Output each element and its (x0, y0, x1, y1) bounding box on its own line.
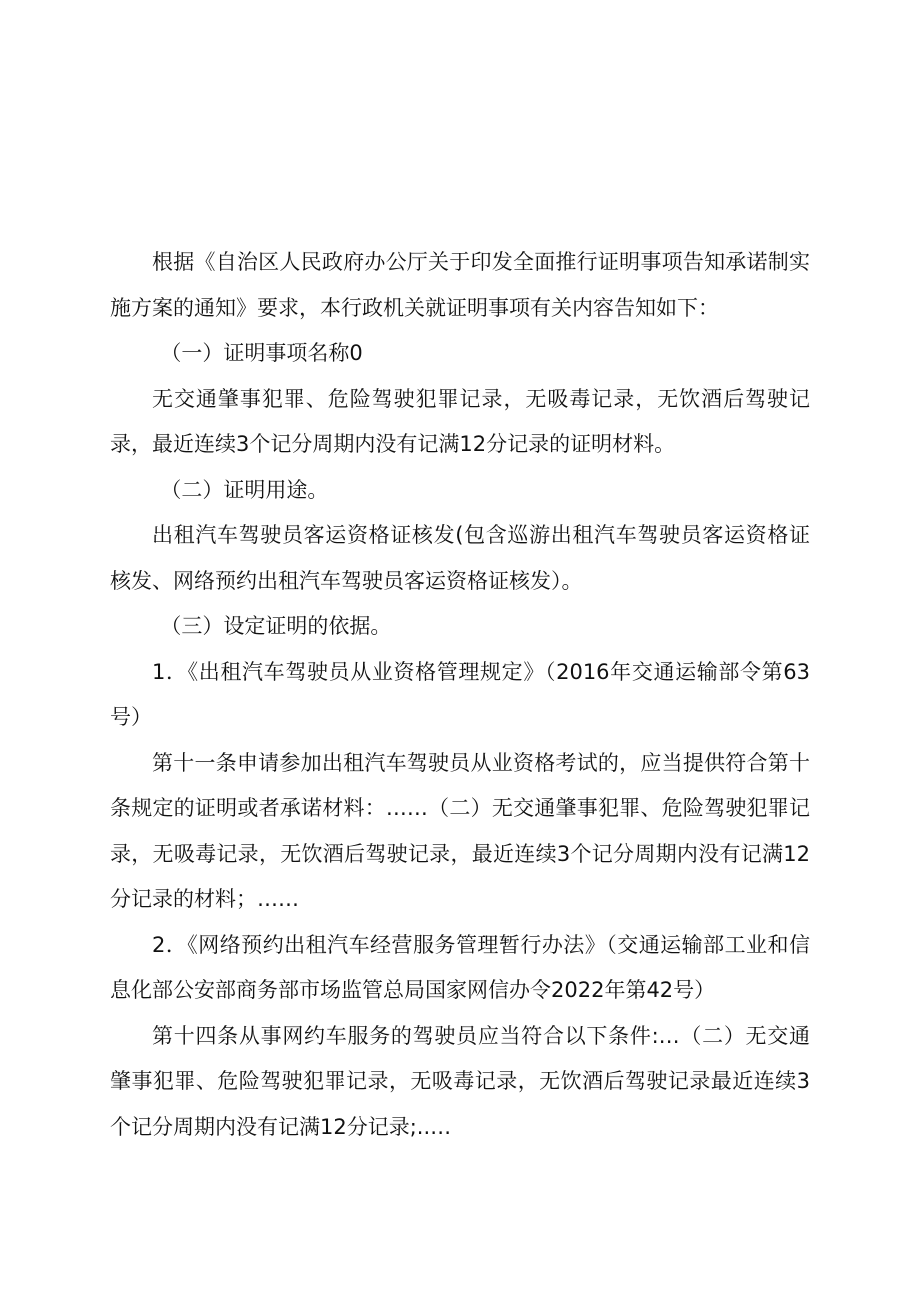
basis-article-14: 第十四条从事网约车服务的驾驶员应当符合以下条件:…（二）无交通肇事犯罪、危险驾驶犯罪记录，无吸毒记录，无饮酒后驾驶记录最近连续3个记分周期内没有记满12分记录;..… (110, 1023, 810, 1139)
basis-item-2: 2．《网络预约出租汽车经营服务管理暂行办法》（交通运输部工业和信息化部公安部商务部市场监管总局国家网信办令2022年第42号） (110, 932, 810, 1002)
purpose-paragraph: 出租汽车驾驶员客运资格证核发(包含巡游出租汽车驾驶员客运资格证核发、网络预约出租汽车驾驶员客运资格证核发）。 (110, 523, 810, 593)
section-heading-purpose: （二）证明用途。 (160, 477, 329, 502)
intro-paragraph: 根据《自治区人民政府办公厅关于印发全面推行证明事项告知承诺制实施方案的通知》要求，本行政机关就证明事项有关内容告知如下： (110, 250, 810, 320)
section-heading-name: （一）证明事项名称0 (160, 341, 363, 365)
basis-article-11: 第十一条申请参加出租汽车驾驶员从业资格考试的，应当提供符合第十条规定的证明或者承诺材料：……（二）无交通肇事犯罪、危险驾驶犯罪记录，无吸毒记录，无饮酒后驾驶记录，最近连续3个记分周期内没有记满12分记录的材料；…… (110, 750, 810, 911)
section-heading-basis: （三）设定证明的依据。 (160, 614, 392, 638)
name-paragraph: 无交通肇事犯罪、危险驾驶犯罪记录，无吸毒记录，无饮酒后驾驶记录，最近连续3个记分周期内没有记满12分记录的证明材料。 (110, 386, 810, 456)
basis-item-1: 1．《出租汽车驾驶员从业资格管理规定》（2016年交通运输部令第63号） (110, 659, 810, 729)
